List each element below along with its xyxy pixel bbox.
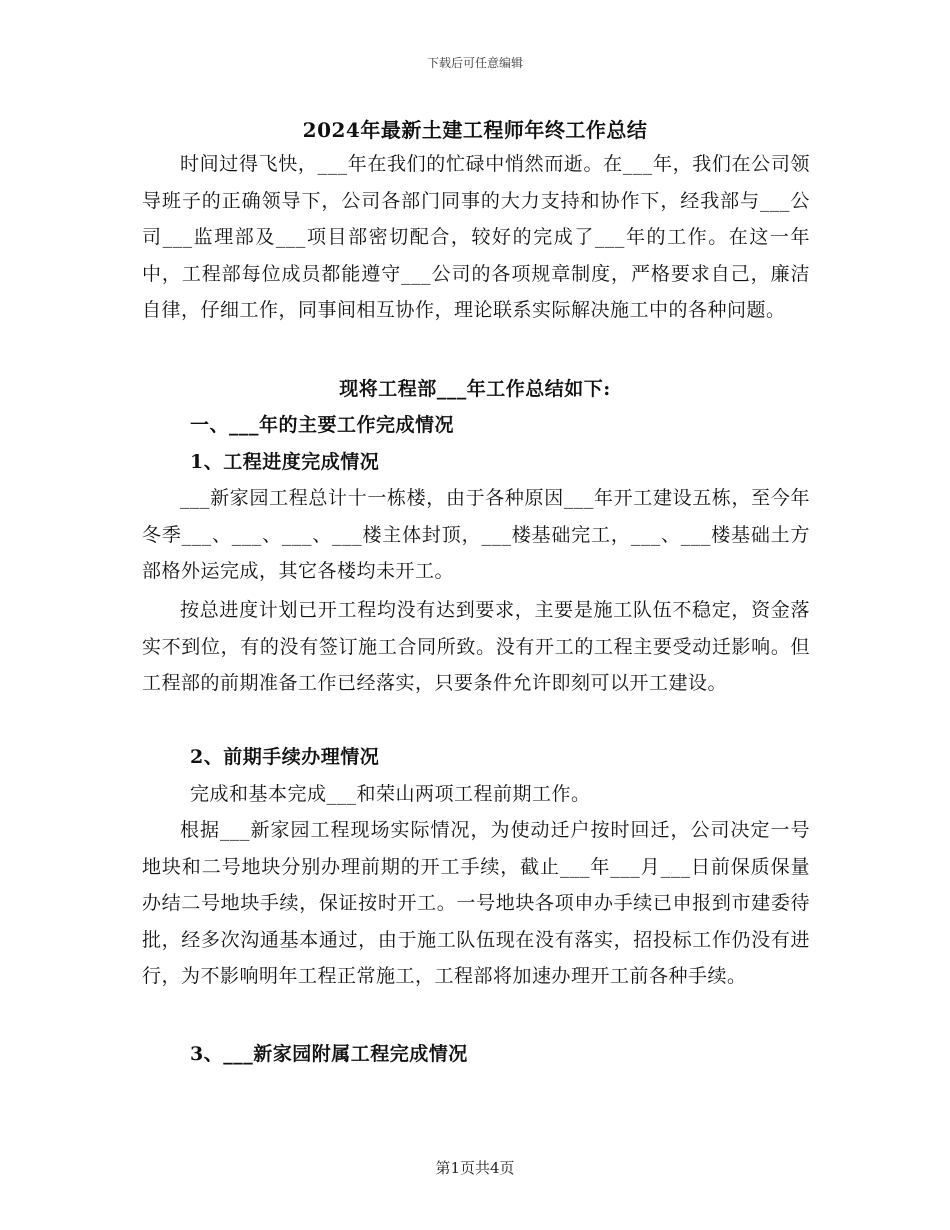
summary-heading: 现将工程部___年工作总结如下: xyxy=(339,378,611,400)
subsection-1-paragraph-2: 按总进度计划已开工程均没有达到要求，主要是施工队伍不稳定，资金落实不到位，有的没有签订施工合同所致。没有开工的工程主要受动迁影响。但工程部的前期准备工作已经落实，只要条件允许即刻可以开工建设。 xyxy=(142,599,810,694)
subsection-1-heading: 1、工程进度完成情况 xyxy=(190,451,380,473)
page-footer: 第1页共4页 xyxy=(435,1159,515,1177)
subsection-1-paragraph-1: ___新家园工程总计十一栋楼，由于各种原因___年开工建设五栋，至今年冬季___、___、___、___楼主体封顶，___楼基础完工，___、___楼基础土方部格外运完成，其它各楼均未开工。 xyxy=(142,487,810,582)
header-note: 下载后可任意编辑 xyxy=(426,56,523,70)
subsection-2-heading: 2、前期手续办理情况 xyxy=(190,746,380,768)
intro-paragraph: 时间过得飞快，___年在我们的忙碌中悄然而逝。在___年，我们在公司领导班子的正确领导下，公司各部门同事的大力支持和协作下，经我部与___公司___监理部及___项目部密切配合，较好的完成了___年的工作。在这一年中，工程部每位成员都能遵守___公司的各项规章制度，严格要求自己，廉洁自律，仔细工作，同事间相互协作，理论联系实际解决施工中的各种问题。 xyxy=(142,153,810,321)
section-1-heading: 一、___年的主要工作完成情况 xyxy=(190,414,455,436)
subsection-3-heading: 3、___新家园附属工程完成情况 xyxy=(190,1043,468,1065)
document-title: 2024年最新土建工程师年终工作总结 xyxy=(302,118,648,142)
subsection-2-paragraph-2: 根据___新家园工程现场实际情况，为使动迁户按时回迁，公司决定一号地块和二号地块分别办理前期的开工手续，截止___年___月___日前保质保量办结二号地块手续，保证按时开工。一号地块各项申办手续已申报到市建委待批，经多次沟通基本通过，由于施工队伍现在没有落实，招投标工作仍没有进行，为不影响明年工程正常施工，工程部将加速办理开工前各种手续。 xyxy=(142,819,810,987)
subsection-2-paragraph-1: 完成和基本完成___和荣山两项工程前期工作。 xyxy=(190,783,591,805)
